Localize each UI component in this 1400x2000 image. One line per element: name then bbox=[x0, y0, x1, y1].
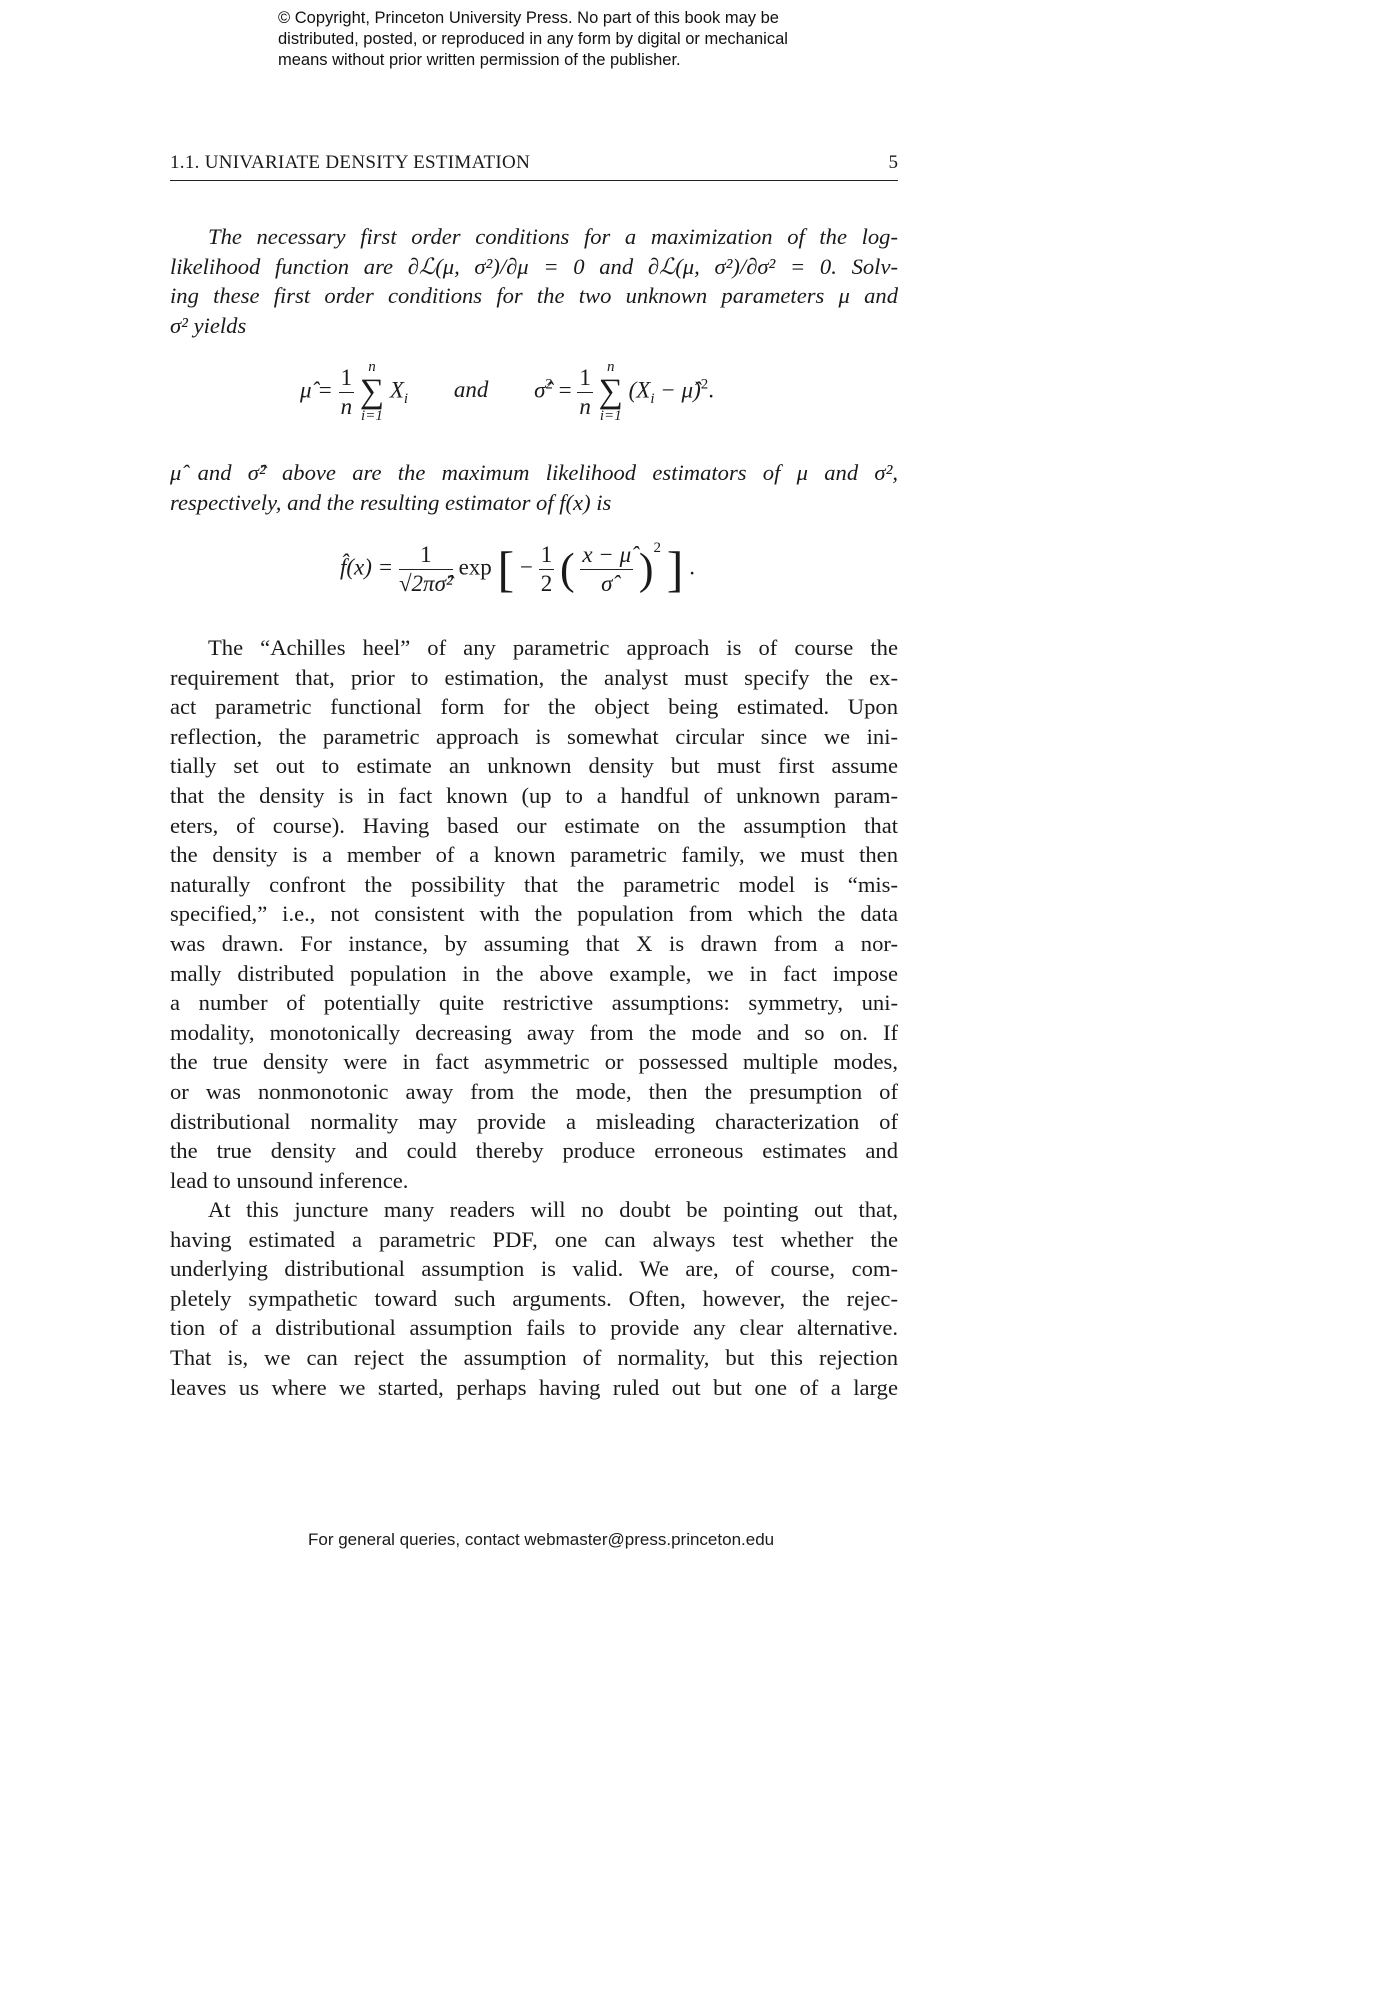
paragraph-1 bbox=[170, 222, 898, 340]
text-line: a number of potentially quite restrictive assumptions: symmetry, uni- bbox=[170, 990, 898, 1016]
text-line: tion of a distributional assumption fails to provide any clear alternative. bbox=[170, 1315, 898, 1341]
copyright-line: means without prior written permission of the publisher. bbox=[278, 51, 681, 69]
text-line: respectively, and the resulting estimator of f(x) is bbox=[170, 489, 612, 515]
sigma-hat-lhs: σ̂ bbox=[534, 377, 546, 403]
sigma-glyph: ∑ bbox=[359, 373, 385, 410]
fraction-one-over-n bbox=[339, 364, 355, 421]
one-half-fraction bbox=[539, 541, 555, 598]
sum-lower-limit: i=1 bbox=[361, 408, 383, 424]
equation-period: . bbox=[708, 377, 715, 403]
text-line: μ̂ and σ̂² above are the maximum likelihood estimators of μ and σ², bbox=[170, 460, 898, 485]
equation-normal-density-estimate bbox=[340, 540, 760, 620]
text-line: having estimated a parametric PDF, one can always test whether the bbox=[170, 1226, 898, 1252]
fraction-numerator: 1 bbox=[539, 541, 555, 570]
text-line: The necessary first order conditions for a maximization of the log- bbox=[208, 224, 898, 249]
sigma-glyph: ∑ bbox=[598, 373, 623, 410]
text-line: likelihood function are ∂ℒ(μ, σ²)/∂μ = 0 and ∂ℒ(μ, σ²)/∂σ² = 0. Solv- bbox=[170, 253, 898, 279]
text-line: At this juncture many readers will no doubt be pointing out that, bbox=[208, 1197, 898, 1222]
text-line: the density is a member of a known parametric family, we must then bbox=[170, 842, 898, 868]
equation-period: . bbox=[689, 554, 695, 580]
term-x-minus-mu: (X bbox=[628, 377, 651, 403]
equation-mle-mean-variance bbox=[300, 360, 820, 440]
superscript-2: 2 bbox=[700, 376, 709, 393]
paragraph-2 bbox=[170, 458, 898, 517]
text-line: modality, monotonically decreasing away from the mode and so on. If bbox=[170, 1019, 898, 1045]
equals-sign: = bbox=[558, 377, 572, 403]
running-head bbox=[170, 152, 898, 181]
text-line: that the density is in fact known (up to a handful of unknown param- bbox=[170, 782, 898, 808]
text-line: tially set out to estimate an unknown density but must first assume bbox=[170, 753, 898, 779]
text-line: specified,” i.e., not consistent with the population from which the data bbox=[170, 901, 898, 927]
subscript-i: i bbox=[403, 390, 409, 407]
text-line: the true density and could thereby produce erroneous estimates and bbox=[170, 1138, 898, 1164]
text-line: leaves us where we started, perhaps having ruled out but one of a large bbox=[170, 1374, 898, 1400]
text-line: the true density were in fact asymmetric or possessed multiple modes, bbox=[170, 1049, 898, 1075]
right-paren: ) bbox=[638, 544, 654, 594]
footer-contact: For general queries, contact webmaster@press.princeton.edu bbox=[308, 1530, 775, 1549]
mu-hat-lhs: μ̂ = bbox=[300, 377, 333, 403]
fraction-numerator: 1 bbox=[399, 541, 453, 570]
left-bracket: [ bbox=[497, 541, 515, 597]
copyright-notice bbox=[278, 8, 838, 71]
f-hat-lhs: f̂(x) = bbox=[340, 554, 394, 580]
text-line: That is, we can reject the assumption of normality, but this rejection bbox=[170, 1344, 898, 1370]
text-line: act parametric functional form for the object being estimated. Upon bbox=[170, 694, 898, 720]
page-number: 5 bbox=[888, 152, 898, 173]
text-line: or was nonmonotonic away from the mode, then the presumption of bbox=[170, 1078, 898, 1104]
text-line: lead to unsound inference. bbox=[170, 1167, 409, 1193]
fraction-numerator: 1 bbox=[577, 364, 593, 393]
normalizing-fraction bbox=[399, 541, 453, 598]
fraction-denominator: 2 bbox=[540, 570, 553, 596]
term-rest: − μ̂) bbox=[654, 377, 701, 403]
fraction-numerator: x − μ̂ bbox=[580, 541, 633, 570]
standardized-fraction bbox=[580, 541, 633, 598]
text-line: mally distributed population in the above example, we in fact impose bbox=[170, 960, 898, 986]
fraction-denominator: n bbox=[579, 393, 591, 419]
text-line: underlying distributional assumption is valid. We are, of course, com- bbox=[170, 1256, 898, 1282]
text-line: eters, of course). Having based our estimate on the assumption that bbox=[170, 812, 898, 838]
text-line: The “Achilles heel” of any parametric approach is of course the bbox=[208, 635, 898, 660]
text-line: naturally confront the possibility that the parametric model is “mis- bbox=[170, 871, 898, 897]
fraction-denominator: σ̂ bbox=[601, 570, 613, 596]
text-line: distributional normality may provide a misleading characterization of bbox=[170, 1108, 898, 1134]
sum-upper-limit: n bbox=[607, 359, 615, 375]
exp-function: exp bbox=[458, 554, 492, 580]
copyright-line: © Copyright, Princeton University Press. No part of this book may be bbox=[278, 9, 779, 27]
subscript-i: i bbox=[650, 390, 655, 407]
copyright-line: distributed, posted, or reproduced in any form by digital or mechanical bbox=[278, 30, 788, 48]
superscript-2: 2 bbox=[545, 376, 553, 393]
fraction-numerator: 1 bbox=[339, 364, 355, 393]
chapter-section-title: 1.1. UNIVARIATE DENSITY ESTIMATION bbox=[170, 152, 531, 173]
text-line: pletely sympathetic toward such arguments. Often, however, the rejec- bbox=[170, 1285, 898, 1311]
text-line: ing these first order conditions for the two unknown parameters μ and bbox=[170, 283, 898, 309]
and-word: and bbox=[453, 377, 489, 403]
summation-symbol bbox=[599, 360, 623, 424]
text-line: σ² yields bbox=[170, 312, 247, 338]
squared-exponent: 2 bbox=[653, 539, 662, 556]
text-line: requirement that, prior to estimation, the analyst must specify the ex- bbox=[170, 664, 898, 690]
summation-symbol bbox=[360, 360, 384, 424]
right-bracket: ] bbox=[666, 541, 684, 597]
left-paren: ( bbox=[559, 544, 575, 594]
paragraph-4 bbox=[170, 1195, 898, 1402]
fraction-denominator: √2πσ̂² bbox=[398, 570, 453, 596]
term-x: X bbox=[389, 377, 404, 403]
fraction-one-over-n bbox=[577, 364, 593, 421]
fraction-denominator: n bbox=[340, 393, 353, 419]
text-line: reflection, the parametric approach is somewhat circular since we ini- bbox=[170, 723, 898, 749]
sum-upper-limit: n bbox=[368, 359, 376, 375]
paragraph-3 bbox=[170, 633, 898, 1195]
text-line: was drawn. For instance, by assuming that X is drawn from a nor- bbox=[170, 930, 898, 956]
sum-lower-limit: i=1 bbox=[599, 408, 622, 424]
minus-sign: − bbox=[519, 554, 533, 580]
